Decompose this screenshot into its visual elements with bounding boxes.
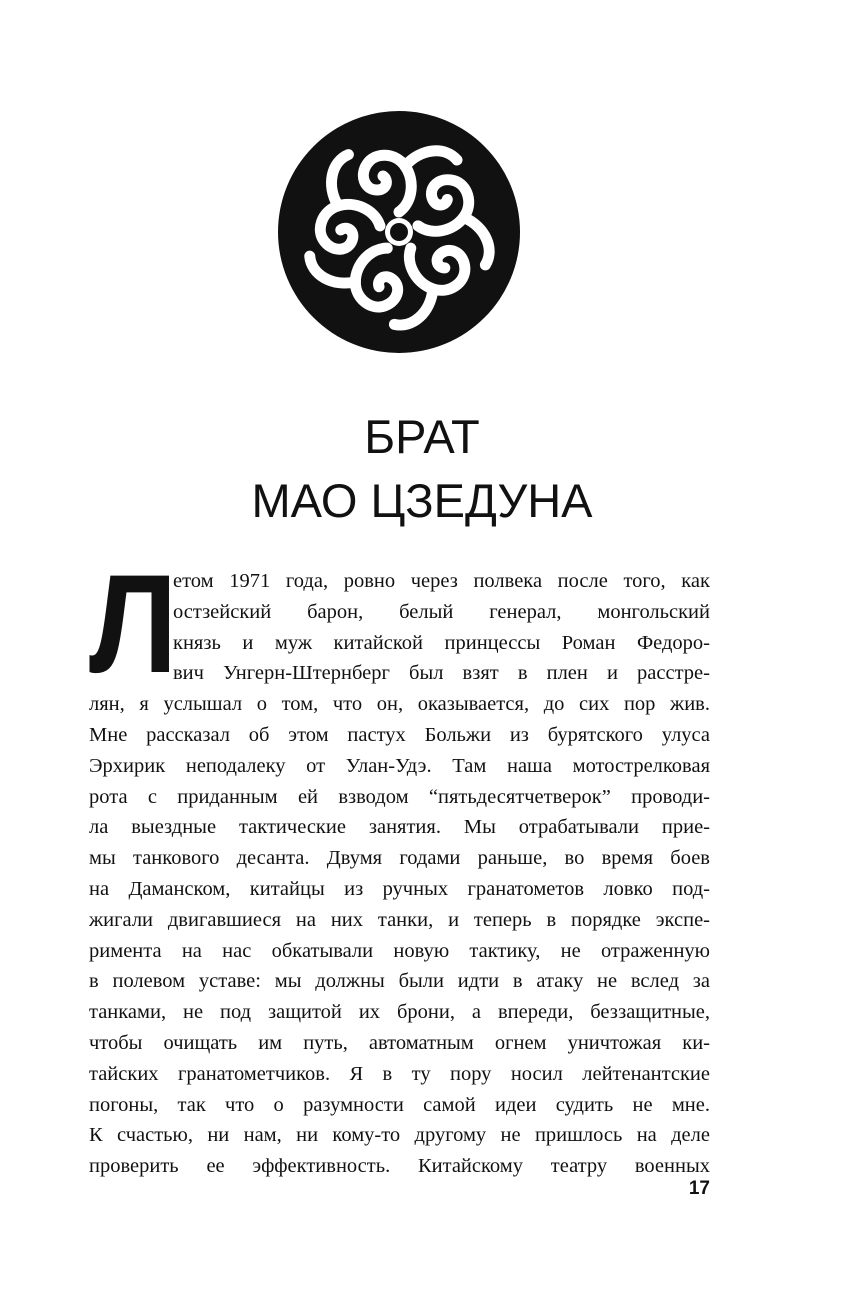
text-line: римента на нас обкатывали новую тактику, не отраженную bbox=[89, 939, 710, 962]
text-line: чтобы очищать им путь, автоматным огнем уничтожая ки- bbox=[89, 1031, 710, 1054]
text-line: погоны, так что о разумности самой идеи судить не мне. bbox=[89, 1093, 710, 1116]
text-line: в полевом уставе: мы должны были идти в атаку не вслед за bbox=[89, 970, 710, 993]
page-number: 17 bbox=[688, 1178, 710, 1199]
text-line: Эрхирик неподалеку от Улан-Удэ. Там наша мотострелковая bbox=[89, 754, 710, 777]
text-line: остзейский барон, белый генерал, монгольский bbox=[173, 600, 710, 623]
text-line: лян, я услышал о том, что он, оказывается, до сих пор жив. bbox=[89, 693, 710, 716]
text-line: князь и муж китайской принцессы Роман Федоро- bbox=[173, 631, 710, 654]
text-line: рота с приданным ей взводом “пятьдесятчетверок” проводи- bbox=[89, 785, 710, 808]
text-line: проверить ее эффективность. Китайскому театру военных bbox=[89, 1155, 710, 1178]
text-line: тайских гранатометчиков. Я в ту пору носил лейтенантские bbox=[89, 1062, 710, 1085]
chapter-title-line-1: БРАТ bbox=[364, 410, 480, 463]
text-line: мы танкового десанта. Двумя годами раньше, во время боев bbox=[89, 847, 710, 870]
text-line: К счастью, ни нам, ни кому-то другому не пришлось на деле bbox=[89, 1124, 710, 1147]
chapter-title bbox=[0, 405, 844, 533]
chapter-title-line-2: МАО ЦЗЕДУНА bbox=[251, 474, 593, 527]
text-line: жигали двигавшиеся на них танки, и теперь в порядке экспе- bbox=[89, 908, 710, 931]
text-line: етом 1971 года, ровно через полвека после того, как bbox=[173, 570, 710, 592]
text-line: Мне рассказал об этом пастух Больжи из бурятского улуса bbox=[89, 723, 710, 746]
text-line: на Даманском, китайцы из ручных гранатометов ловко под- bbox=[89, 877, 710, 900]
text-line: вич Унгерн-Штернберг был взят в плен и расстре- bbox=[173, 662, 710, 685]
mongolian-knot-ornament-icon bbox=[277, 110, 521, 354]
body-paragraph bbox=[89, 545, 710, 1182]
text-line: танками, не под защитой их брони, а впереди, беззащитные, bbox=[89, 1001, 710, 1024]
drop-cap-letter: Л bbox=[89, 545, 178, 702]
text-line: ла выездные тактические занятия. Мы отрабатывали прие- bbox=[89, 816, 710, 839]
